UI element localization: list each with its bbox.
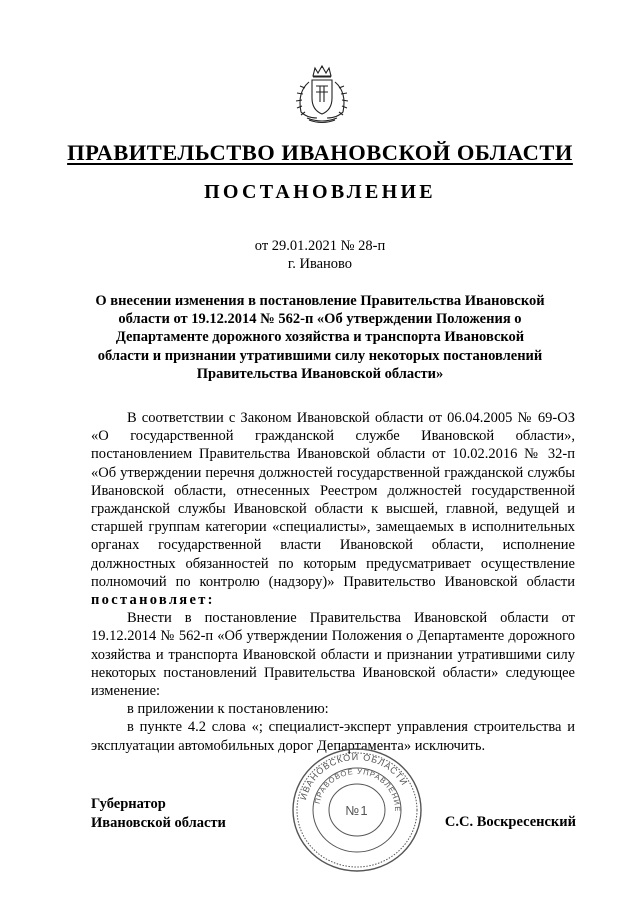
document-city: г. Иваново	[287, 256, 353, 272]
resolves-phrase: постановляет:	[91, 592, 215, 609]
document-body	[91, 409, 575, 755]
body-paragraph-1	[91, 409, 575, 609]
document-type: ПОСТАНОВЛЕНИЕ	[204, 181, 436, 203]
document-date-number: от 29.01.2021 № 28-п	[254, 238, 386, 254]
signatory-title	[91, 795, 226, 832]
body-paragraph-4: в пункте 4.2 слова «; специалист-эксперт управления строительства и эксплуатации автомобильных дорог Департамента» исключить.	[91, 719, 575, 754]
seal-number: №1	[345, 803, 369, 818]
body-paragraph-2: Внести в постановление Правительства Ивановской области от 19.12.2014 № 562-п «Об утверждении Положения о Департаменте дорожного хозяйства и транспорта Ивановской области и признании утратившими силу некоторых постановлений Правительства Ивановской области» следующее изменение:	[91, 610, 575, 700]
government-title-text: ПРАВИТЕЛЬСТВО ИВАНОВСКОЙ ОБЛАСТИ	[67, 140, 573, 165]
body-paragraph-3: в приложении к постановлению:	[127, 701, 329, 718]
document-subject: О внесении изменения в постановление Правительства Ивановской области от 19.12.2014 № 562-п «Об утверждении Положения о Департаменте дорожного хозяйства и транспорта Ивановской области и признании утратившими силу некоторых постановлений Правительства Ивановской области»	[95, 293, 545, 382]
government-title	[0, 140, 640, 166]
official-seal-icon	[287, 745, 427, 875]
seal-ring-text: ИВАНОВСКОЙ ОБЛАСТИ	[298, 751, 410, 802]
seal-inner-ring-text: ПРАВОВОЕ УПРАВЛЕНИЕ	[312, 766, 403, 813]
body-paragraph-1-text: В соответствии с Законом Ивановской области от 06.04.2005 № 69-ОЗ «О государственной гражданской службе Ивановской области», постановлением Правительства Ивановской области от 10.02.2016 № 32-п «Об утверждении перечня должностей государственной гражданской службы Ивановской области, отнесенных Реестром должностей государственной гражданской службы Ивановской области к высшей, главной, ведущей и старшей группам категории «специалисты», замещаемых в исполнительных органах государственной власти Ивановской области, исполнение должностных обязанностей по которым предусматривает осуществление полномочий по контролю (надзору)» Правительство Ивановской области	[91, 410, 575, 590]
signatory-title-line-1: Губернатор	[91, 796, 166, 812]
coat-of-arms-icon	[287, 62, 357, 126]
signatory-name: С.С. Воскресенский	[444, 814, 576, 830]
signatory-title-line-2: Ивановской области	[91, 814, 226, 831]
